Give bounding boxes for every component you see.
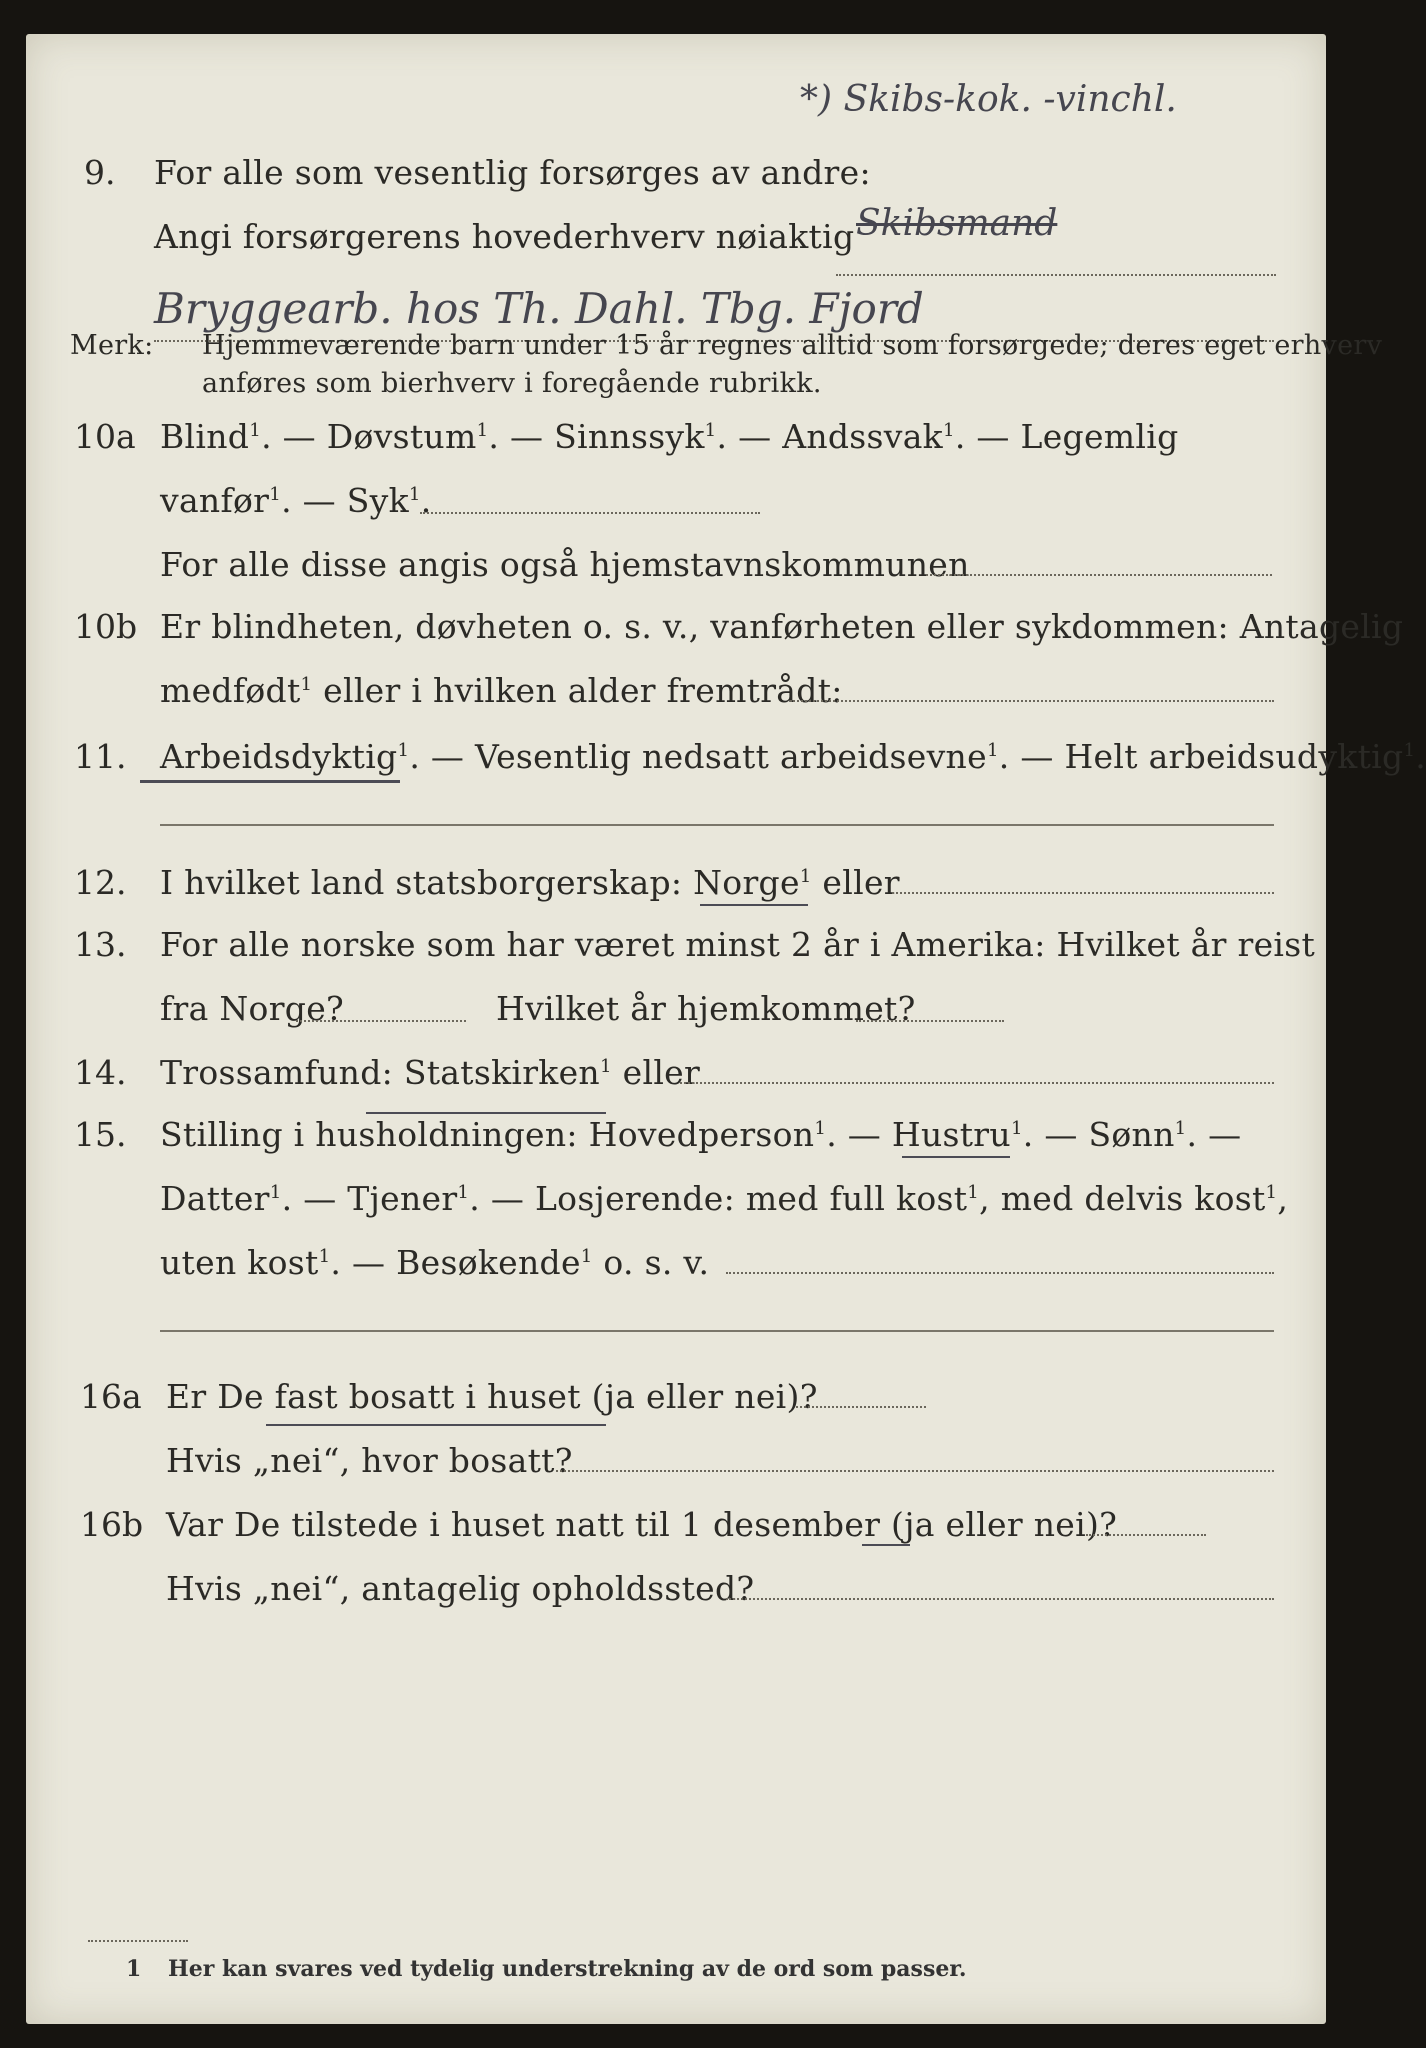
q9-number: 9. xyxy=(84,153,116,192)
q11-answer-line xyxy=(160,824,1274,826)
q15-line1: Stilling i husholdningen: Hovedperson$^1$. — Hustru$^1$. — Sønn$^1$. — xyxy=(160,1115,1242,1154)
q9-answer-line xyxy=(836,274,1276,276)
q16b-number: 16b xyxy=(80,1505,144,1544)
q16a-number: 16a xyxy=(80,1377,142,1416)
q15-number: 15. xyxy=(74,1115,127,1154)
q12-number: 12. xyxy=(74,863,127,902)
q16a-dots xyxy=(796,1406,926,1408)
q10b-number: 10b xyxy=(74,607,138,646)
merk-label: Merk: xyxy=(70,330,154,361)
q13-line2a: fra Norge? xyxy=(160,989,345,1028)
q16b-ja-underline xyxy=(862,1544,910,1546)
q10b-line1: Er blindheten, døvheten o. s. v., vanførheten eller sykdommen: Antagelig xyxy=(160,607,1404,646)
q9-handwritten-crossed: Skibsmand xyxy=(856,203,1058,244)
q10a-line3: For alle disse angis også hjemstavnskommunen xyxy=(160,545,970,584)
q15-answer-line xyxy=(160,1330,1274,1332)
q16a-line1: Er De fast bosatt i huset (ja eller nei)? xyxy=(166,1377,818,1416)
footnote-rule xyxy=(88,1940,188,1942)
q15-dots xyxy=(726,1272,1274,1274)
merk-line1: Hjemmeværende barn under 15 år regnes alltid som forsørgede; deres eget erhverv xyxy=(202,330,1383,361)
q11-underline xyxy=(140,780,400,783)
q14-dots xyxy=(680,1082,1274,1084)
handwritten-top-note: *) Skibs-kok. -vinchl. xyxy=(800,79,1177,120)
merk-line2: anføres som bierhverv i foregående rubrikk. xyxy=(202,368,822,399)
q15-hustru-underline xyxy=(902,1156,1010,1158)
footnote-text: Her kan svares ved tydelig understrekning av de ord som passer. xyxy=(168,1956,967,1982)
q10a-line2: vanfør$^1$. — Syk$^1$. xyxy=(160,481,432,520)
q10a-line2-dots xyxy=(420,512,760,514)
q15-line3: uten kost$^1$. — Besøkende$^1$ o. s. v. xyxy=(160,1243,710,1282)
q10b-dots xyxy=(790,700,1274,702)
q13-line1: For alle norske som har været minst 2 år i Amerika: Hvilket år reist xyxy=(160,925,1316,964)
q10b-line2: medfødt$^1$ eller i hvilken alder fremtrådt: xyxy=(160,671,843,710)
q9-handwritten-answer: Bryggearb. hos Th. Dahl. Tbg. Fjord xyxy=(154,284,924,333)
q12-dots xyxy=(892,892,1274,894)
q10a-number: 10a xyxy=(74,417,136,456)
q9-line1: For alle som vesentlig forsørges av andre: xyxy=(154,153,871,192)
q10a-line3-dots xyxy=(926,574,1272,576)
q10a-line1: Blind$^1$. — Døvstum$^1$. — Sinnssyk$^1$. — Andssvak$^1$. — Legemlig xyxy=(160,417,1179,456)
q16b-line1: Var De tilstede i huset natt til 1 desember (ja eller nei)? xyxy=(166,1505,1118,1544)
q12-line1: I hvilket land statsborgerskap: Norge$^1$ eller xyxy=(160,863,900,902)
q11-number: 11. xyxy=(74,737,127,776)
q16b-line2: Hvis „nei“, antagelig opholdssted? xyxy=(166,1569,755,1608)
q9-line2: Angi forsørgerens hovederhverv nøiaktig xyxy=(154,217,855,256)
q13-dots2 xyxy=(856,1020,1004,1022)
census-form-page xyxy=(26,34,1426,2024)
q14-line1: Trossamfund: Statskirken$^1$ eller xyxy=(160,1053,701,1092)
q16b-dots2 xyxy=(726,1598,1274,1600)
q16b-dots xyxy=(1086,1534,1206,1536)
q14-number: 14. xyxy=(74,1053,127,1092)
q11-line1: Arbeidsdyktig$^1$. — Vesentlig nedsatt arbeidsevne$^1$. — Helt arbeidsudyktig$^1$. xyxy=(160,737,1426,776)
q16a-underline xyxy=(266,1424,606,1426)
q13-dots1 xyxy=(296,1020,466,1022)
q14-underline xyxy=(366,1112,606,1114)
q13-number: 13. xyxy=(74,925,127,964)
q12-norge-underline xyxy=(700,904,808,906)
q13-line2b: Hvilket år hjemkommet? xyxy=(496,989,916,1028)
q16a-line2: Hvis „nei“, hvor bosatt? xyxy=(166,1441,573,1480)
footnote-number: 1 xyxy=(126,1956,142,1982)
q15-line2: Datter$^1$. — Tjener$^1$. — Losjerende: med full kost$^1$, med delvis kost$^1$, xyxy=(160,1179,1289,1218)
q16a-dots2 xyxy=(556,1470,1274,1472)
